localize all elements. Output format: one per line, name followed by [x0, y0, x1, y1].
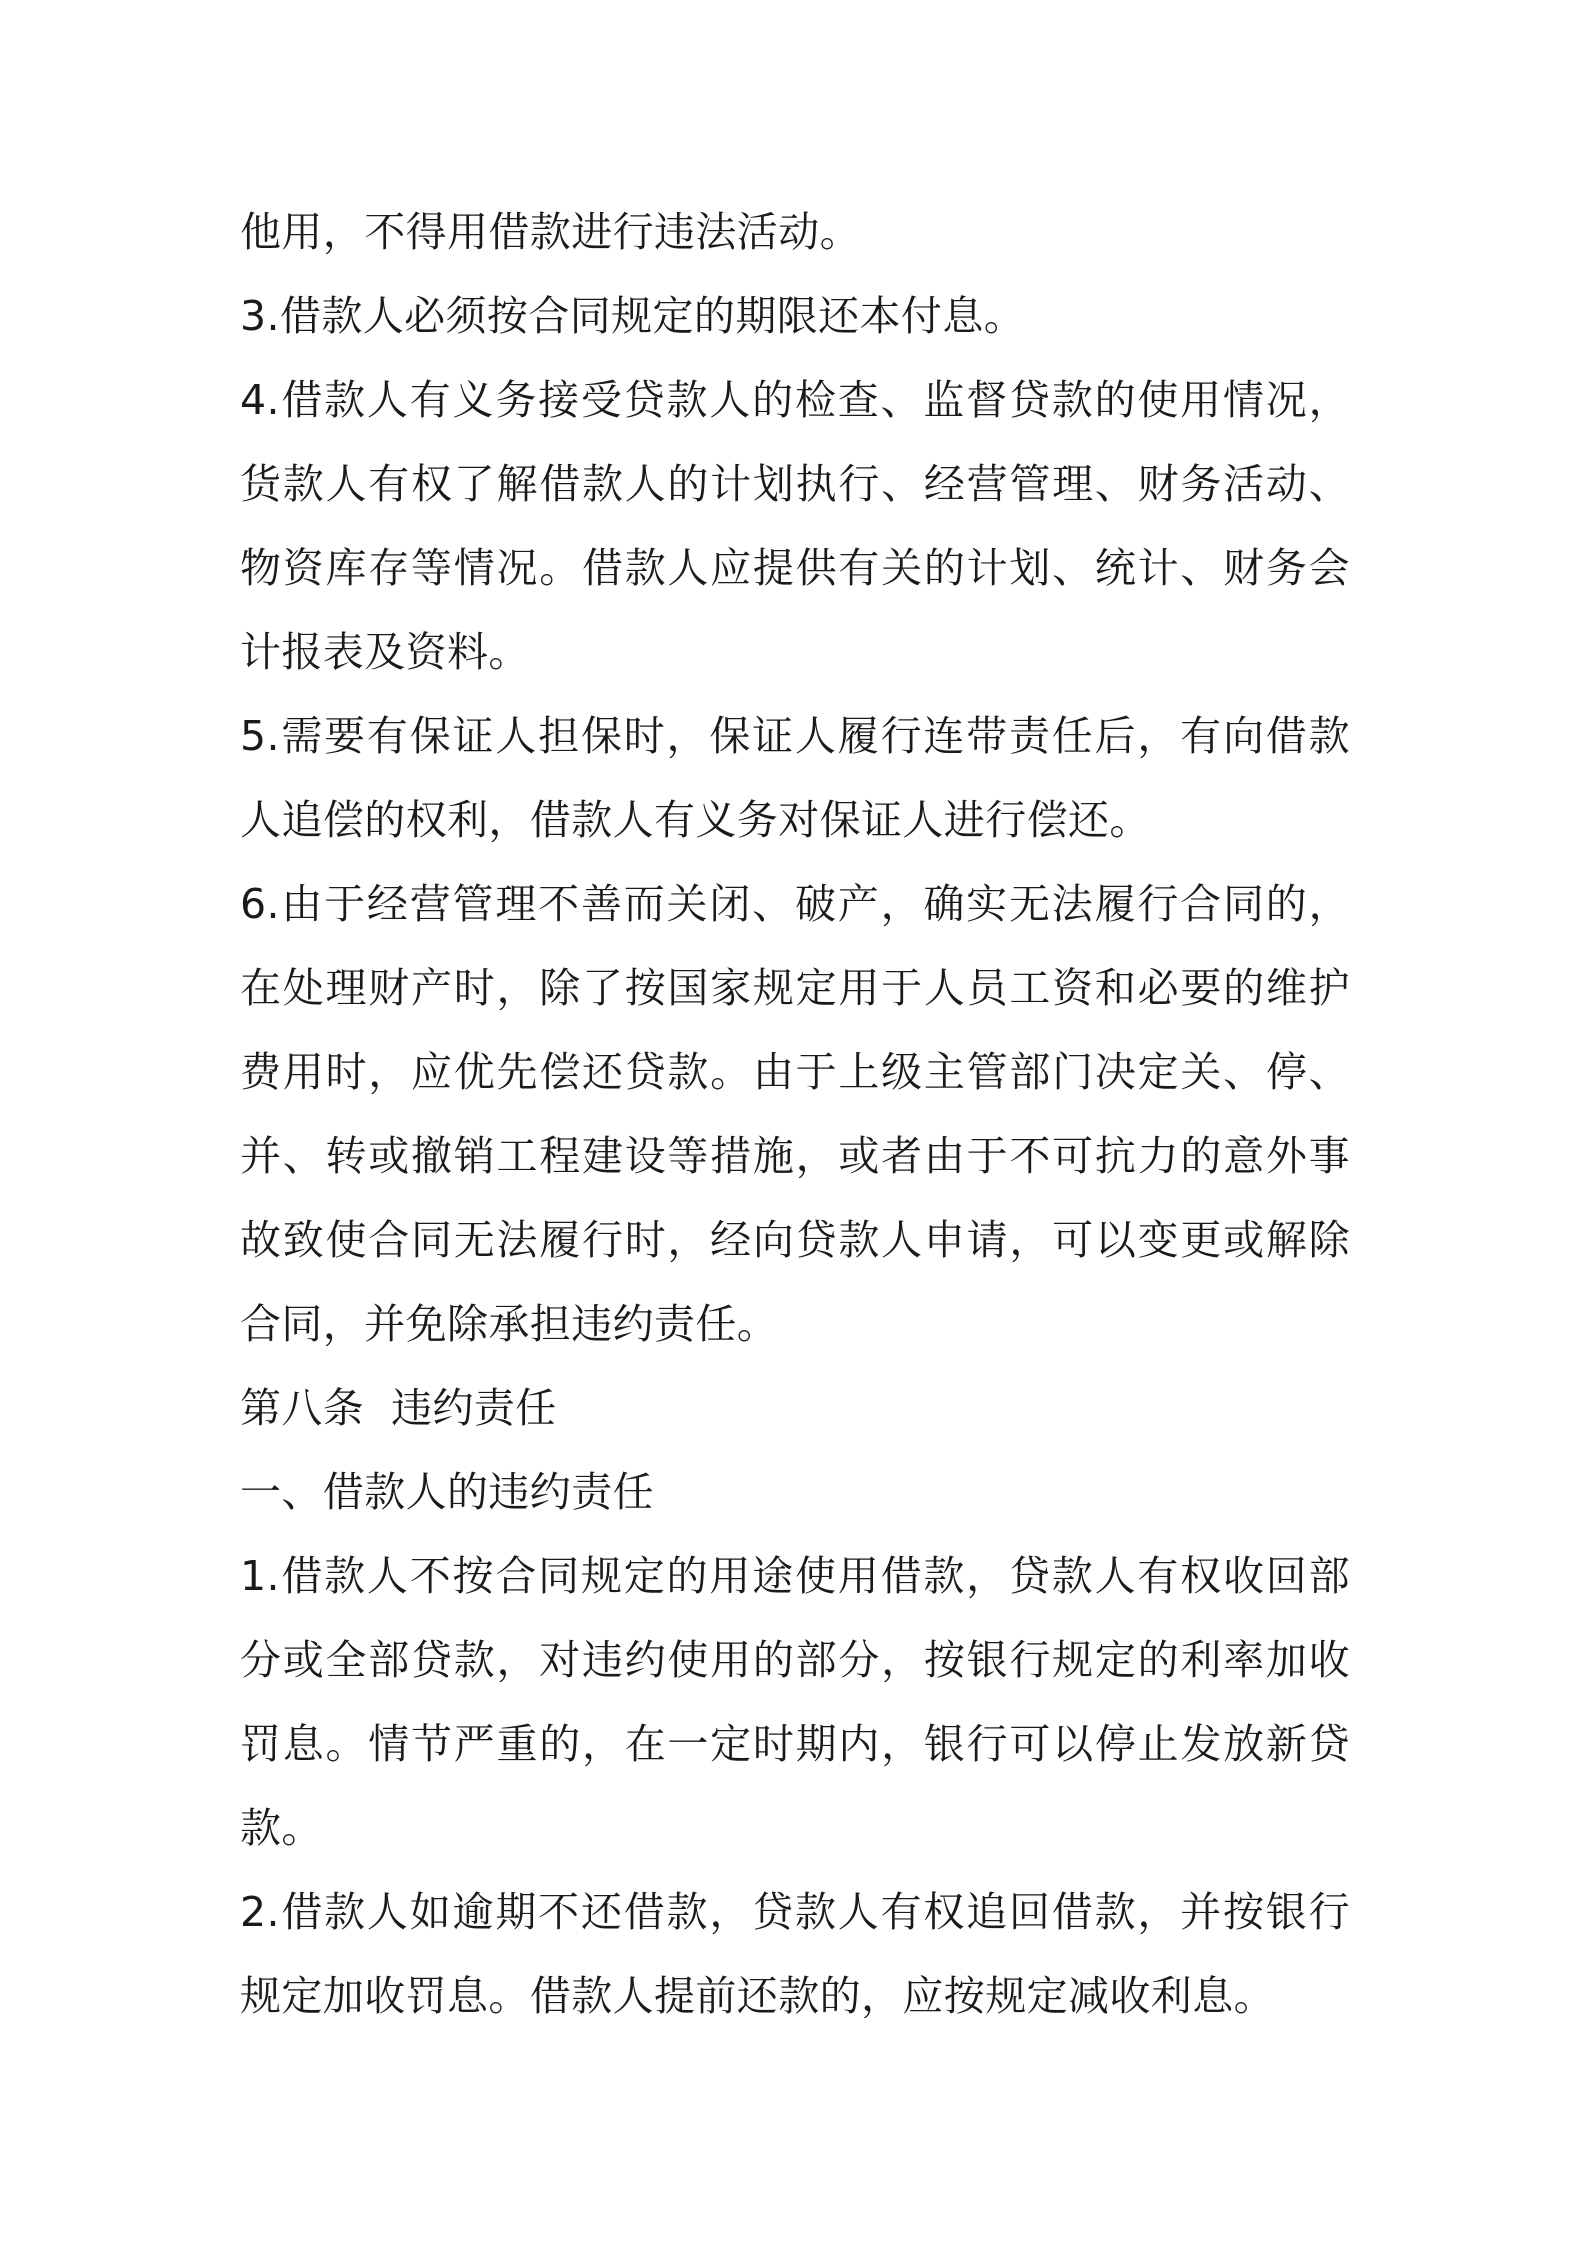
paragraph-item-6: 6.由于经营管理不善而关闭、破产，确实无法履行合同的，在处理财产时，除了按国家规定用于人员工资和必要的维护费用时，应优先偿还贷款。由于上级主管部门决定关、停、并、转或撤销工程建设等措施，或者由于不可抗力的意外事故致使合同无法履行时，经向贷款人申请，可以变更或解除合同，并免除承担违约责任。	[240, 880, 1350, 1348]
paragraph-item-3: 3.借款人必须按合同规定的期限还本付息。	[240, 292, 1026, 340]
paragraph-item-4: 4.借款人有义务接受贷款人的检查、监督贷款的使用情况，货款人有权了解借款人的计划执行、经营管理、财务活动、物资库存等情况。借款人应提供有关的计划、统计、财务会计报表及资料。	[240, 376, 1350, 676]
section-paragraph-1: 1.借款人不按合同规定的用途使用借款，贷款人有权收回部分或全部贷款，对违约使用的部分，按银行规定的利率加收罚息。情节严重的，在一定时期内，银行可以停止发放新贷款。	[240, 1552, 1350, 1852]
document-body	[240, 190, 1350, 2038]
article-heading: 第八条 违约责任	[240, 1384, 557, 1432]
section-paragraph-2: 2.借款人如逾期不还借款，贷款人有权追回借款，并按银行规定加收罚息。借款人提前还款的，应按规定减收利息。	[240, 1888, 1350, 2020]
paragraph-continuation: 他用，不得用借款进行违法活动。	[240, 208, 861, 256]
paragraph-item-5: 5.需要有保证人担保时，保证人履行连带责任后，有向借款人追偿的权利，借款人有义务对保证人进行偿还。	[240, 712, 1350, 844]
section-heading: 一、借款人的违约责任	[240, 1468, 654, 1516]
